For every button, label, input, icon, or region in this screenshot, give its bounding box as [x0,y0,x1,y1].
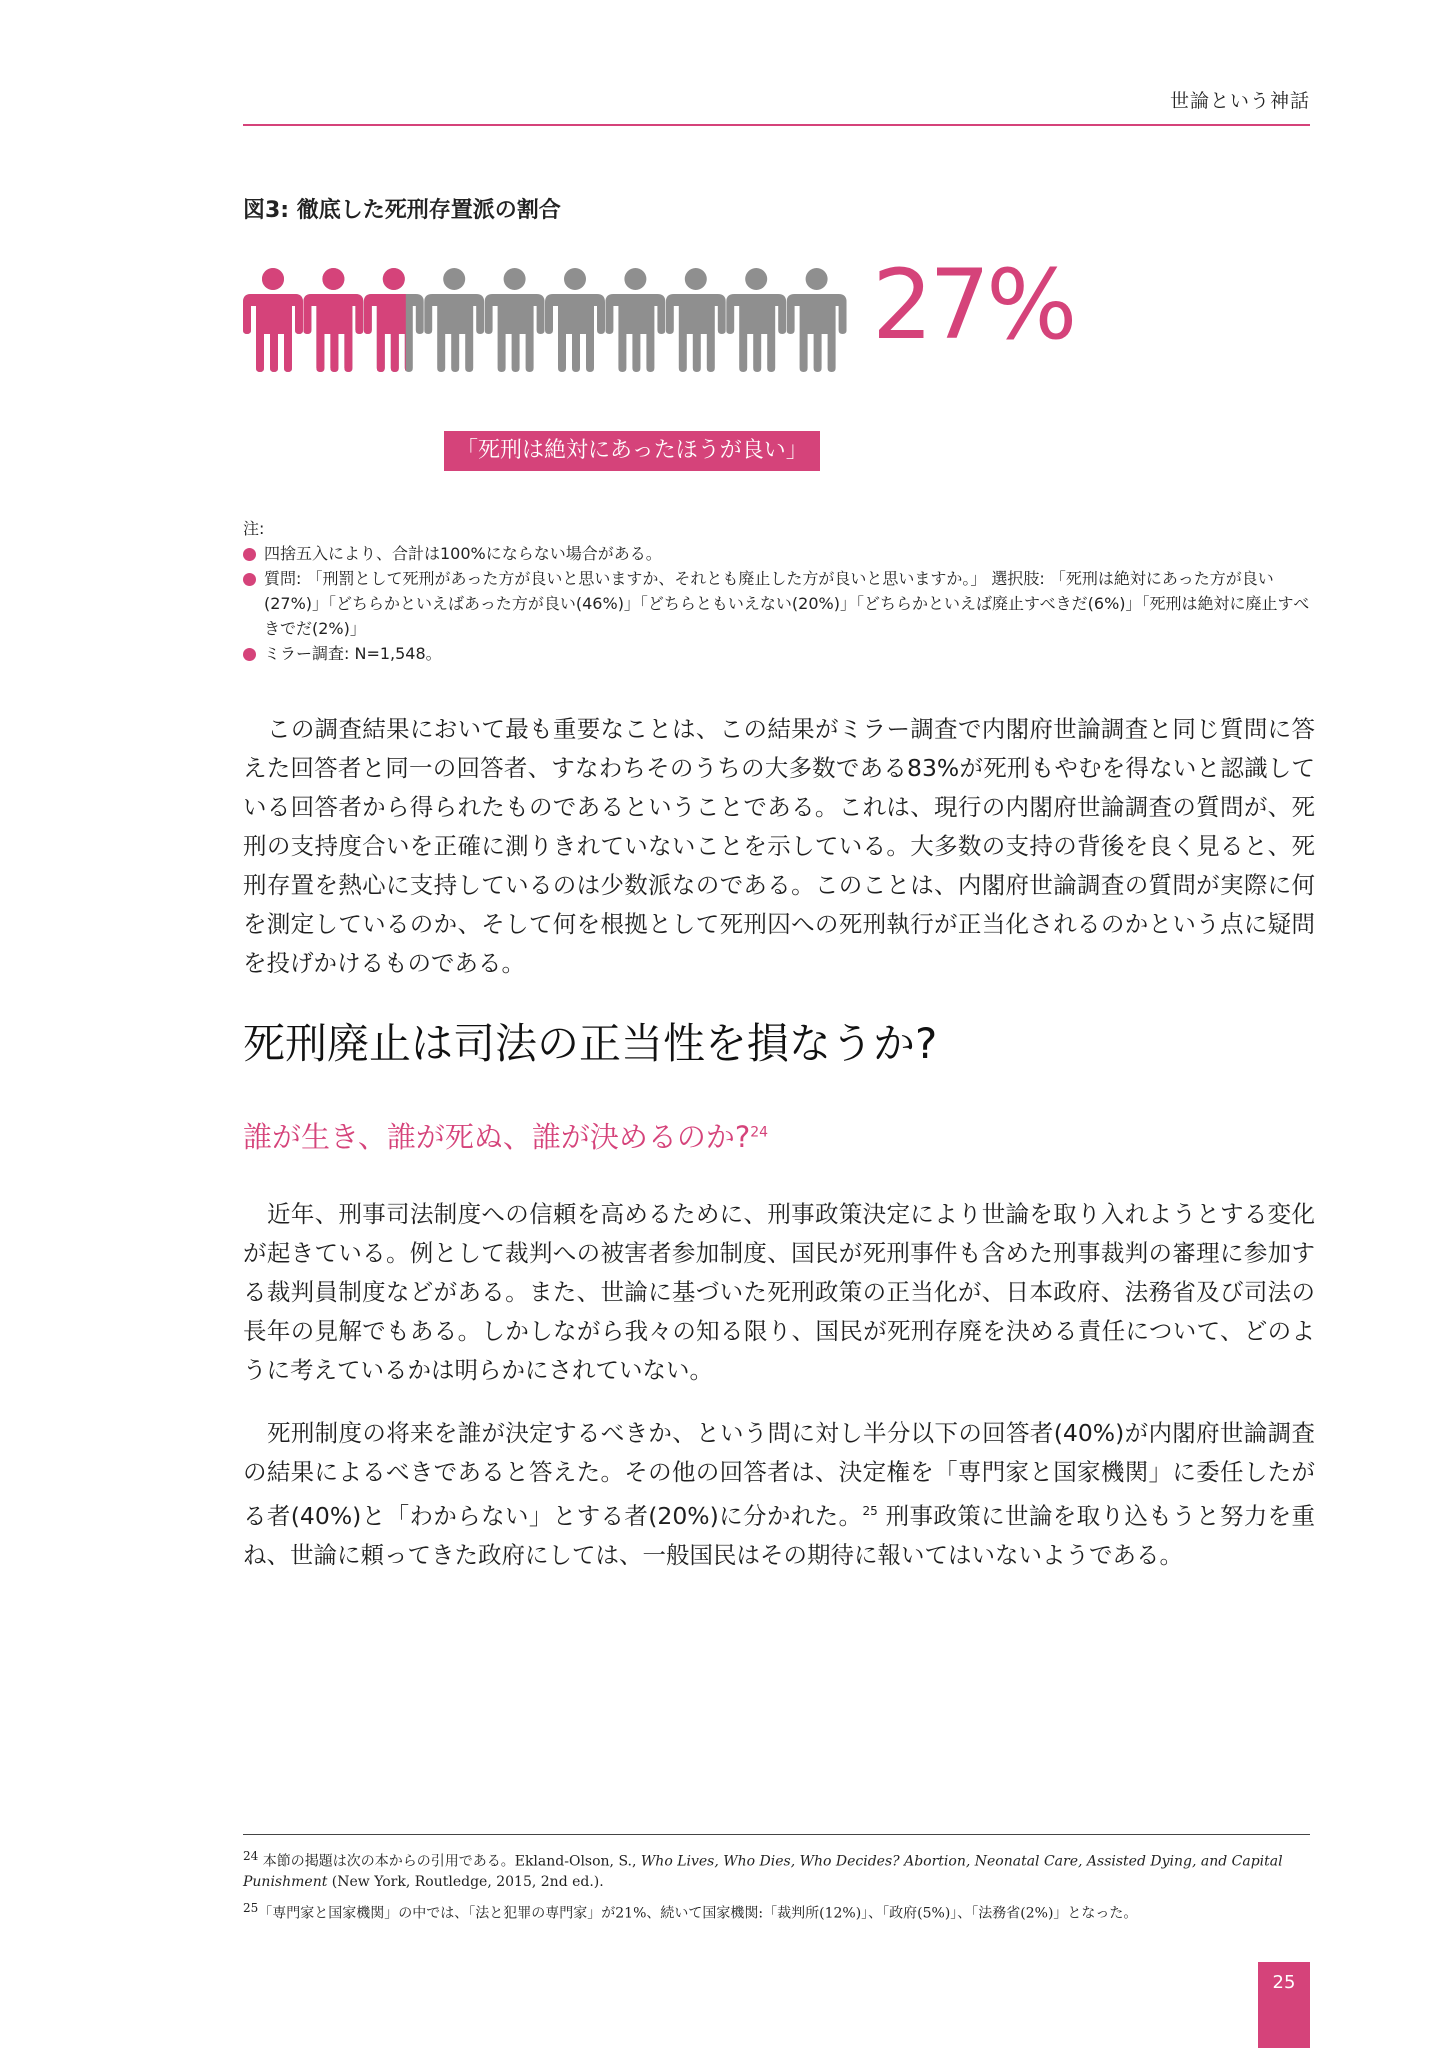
pictogram-chart [243,268,847,372]
page-number: 25 [1258,1962,1310,2048]
footnote-25 [243,1898,1313,1924]
figure-notes [243,516,1313,666]
footnote-24-suffix: (New York, Routledge, 2015, 2nd ed.). [327,1873,604,1890]
note-item: 質問: 「刑罰として死刑があった方が良いと思いますか、それとも廃止した方が良いと思いますか。」 選択肢: 「死刑は絶対にあった方が良い(27%)」「どちらかといえばあった方が良い(46%)」「どちらともいえない(20%)」「どちらかといえば廃止すべきだ(6%)」「死刑は絶対に廃止すべきでだ(2%)」 [243,566,1313,641]
footnote-24 [243,1846,1313,1892]
person-icon [726,268,786,372]
person-icon [605,268,665,372]
footnote-ref-24[interactable]: 24 [750,1124,769,1141]
answer-label: 「死刑は絶対にあったほうが良い」 [444,431,820,471]
person-icon [485,268,545,372]
body-paragraph-3 [243,1414,1315,1575]
header-rule [243,124,1310,126]
figure-title: 図3: 徹底した死刑存置派の割合 [243,198,561,223]
footnote-25-number: 25 [243,1900,259,1915]
footnote-25-text: 「専門家と国家機関」の中では、「法と犯罪の専門家」が21%、続いて国家機関:「裁判所(12%)」、「政府(5%)」、「法務省(2%)」となった。 [258,1905,1138,1922]
notes-heading: 注: [243,519,265,538]
footnote-24-title: Who Lives, Who Dies, Who Decides? Abortion, Neonatal Care, Assisted Dying, and Capital Punishment [243,1853,1283,1890]
note-item: 四捨五入により、合計は100%にならない場合がある。 [243,541,1313,566]
body-paragraph-2: 近年、刑事司法制度への信頼を高めるために、刑事政策決定により世論を取り入れようとする変化が起きている。例として裁判への被害者参加制度、国民が死刑事件も含めた刑事裁判の審理に参加する裁判員制度などがある。また、世論に基づいた死刑政策の正当化が、日本政府、法務省及び司法の長年の見解でもある。しかしながら我々の知る限り、国民が死刑存廃を決める責任について、どのように考えているかは明らかにされていない。 [243,1200,1315,1384]
body-paragraph-1: この調査結果において最も重要なことは、この結果がミラー調査で内閣府世論調査と同じ質問に答えた回答者と同一の回答者、すなわちそのうちの大多数である83%が死刑もやむを得ないと認識している回答者から得られたものであるということである。これは、現行の内閣府世論調査の質問が、死刑の支持度合いを正確に測りきれていないことを示している。大多数の支持の背後を良く見ると、死刑存置を熱心に支持しているのは少数派なのである。このことは、内閣府世論調査の質問が実際に何を測定しているのか、そして何を根拠として死刑囚への死刑執行が正当化されるのかという点に疑問を投げかけるものである。 [243,715,1315,977]
footnote-rule [243,1834,1310,1835]
footnote-24-number: 24 [243,1849,259,1863]
note-item: ミラー調査: N=1,548。 [243,641,1313,666]
person-icon [666,268,726,372]
body-paragraph-3b: 刑事政策に世論を取り込もうと努力を重ね、世論に頼ってきた政府にしては、一般国民はその期待に報いてはいないようである。 [243,1501,1315,1569]
person-icon-highlighted [243,268,303,372]
running-title: 世論という神話 [1169,90,1310,112]
percent-value: 27% [872,249,1074,361]
person-icon-highlighted [303,268,363,372]
footnote-ref-25[interactable]: 25 [862,1504,878,1518]
footnote-24-prefix: 本節の掲題は次の本からの引用である。Ekland-Olson, S., [262,1853,641,1870]
person-icon [545,268,605,372]
person-icon [787,268,847,372]
subsection-heading-text: 誰が生き、誰が死ぬ、誰が決めるのか? [243,1120,751,1154]
section-heading: 死刑廃止は司法の正当性を損なうか? [243,1019,938,1068]
footnotes [243,1846,1313,1929]
body-paragraph-3a: 死刑制度の将来を誰が決定するべきか、という問に対し半分以下の回答者(40%)が内閣府世論調査の結果によるべきであると答えた。その他の回答者は、決定権を「専門家と国家機関」に委任したがる者(40%)と「わからない」とする者(20%)に分かれた。 [243,1419,1315,1530]
person-icon [424,268,484,372]
person-icon-highlighted [364,268,424,372]
subsection-heading [243,1120,768,1155]
